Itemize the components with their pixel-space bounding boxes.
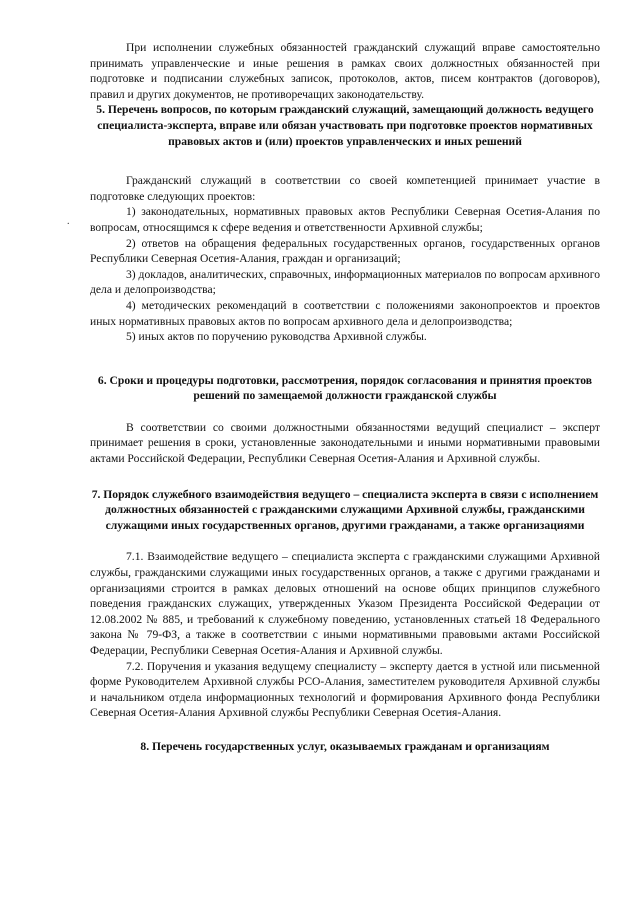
intro-paragraph: При исполнении служебных обязанностей гражданский служащий вправе самостоятельно принимать управленческие и иные решения в рамках своих должностных обязанностей при подготовке и подписании служебных записок, протоколов, актов, писем контрактов (договоров), правил и других документов, не противоречащих законодательству. [90,41,600,101]
section-6-text: В соответствии со своими должностными обязанностями ведущий специалист – эксперт принимает решения в сроки, установленные законодательными и иными нормативными правовыми актами Российской Федерации, Республики Северная Осетия-Алания и Архивной службы. [90,420,600,466]
section-5-item: 5) иных актов по поручению руководства Архивной службы. [126,330,427,344]
section-7-paragraph-1: 7.1. Взаимодействие ведущего – специалиста эксперта с гражданскими служащими Архивной службы, гражданскими служащими иных государственных органов, а также с другими гражданами и организациями строится в рамках деловых отношений на основе общих принципов служебного поведения гражданских служащих, утвержденных Указом Президента Российской Федерации от 12.08.2002 № 885, и требований к служебному поведению, установленных статьей 18 Федерального закона № 79-ФЗ, а также в соответствии с иными нормативными правовыми актами Российской Федерации, Республики Северная Осетия-Алания и Архивной службы. [90,550,600,657]
section-5-item: 1) законодательных, нормативных правовых актов Республики Северная Осетия-Алания по вопросам, относящимся к сфере ведения и ответственности Архивной службы; [90,205,600,234]
section-5-item: 4) методических рекомендаций в соответствии с положениями законопроектов и проектов иных нормативных правовых актов по вопросам архивного дела и делопроизводства; [90,298,600,328]
margin-dot: . [67,216,70,227]
section-7-heading: 7. Порядок служебного взаимодействия ведущего – специалиста эксперта в связи с исполнением должностных обязанностей с гражданскими служащими Архивной службы, гражданскими служащими иных государственных органов, другими гражданами, а также организациями [91,487,599,532]
section-5-item: 2) ответов на обращения федеральных государственных органов, государственных органов Республики Северная Осетия-Алания, граждан и организаций; [90,236,600,266]
section-7-paragraph-2: 7.2. Поручения и указания ведущему специалисту – эксперту дается в устной или письменной форме Руководителем Архивной службы РСО-Алания, заместителем руководителя Архивной службы и начальником отдела информационных технологий и формирования Архивного фонда Республики Северная Осетия-Алания Архивной службы Республики Северная Осетия-Алания. [90,659,600,720]
section-5-item: 3) докладов, аналитических, справочных, информационных материалов по вопросам архивного дела и делопроизводства; [90,267,600,297]
section-5-heading: 5. Перечень вопросов, по которым гражданский служащий, замещающий должность ведущего специалиста-эксперта, вправе или обязан участвовать при подготовке проектов нормативных правовых актов и (или) проектов управленческих и иных решений [96,103,594,148]
section-6-heading: 6. Сроки и процедуры подготовки, рассмотрения, порядок согласования и принятия проектов решений по замещаемой должности гражданской службы [97,373,593,403]
section-8-heading: 8. Перечень государственных услуг, оказываемых гражданам и организациям [140,739,550,753]
section-5-lead: Гражданский служащий в соответствии со своей компетенцией принимает участие в подготовке следующих проектов: [90,174,600,203]
document-page [90,40,600,755]
